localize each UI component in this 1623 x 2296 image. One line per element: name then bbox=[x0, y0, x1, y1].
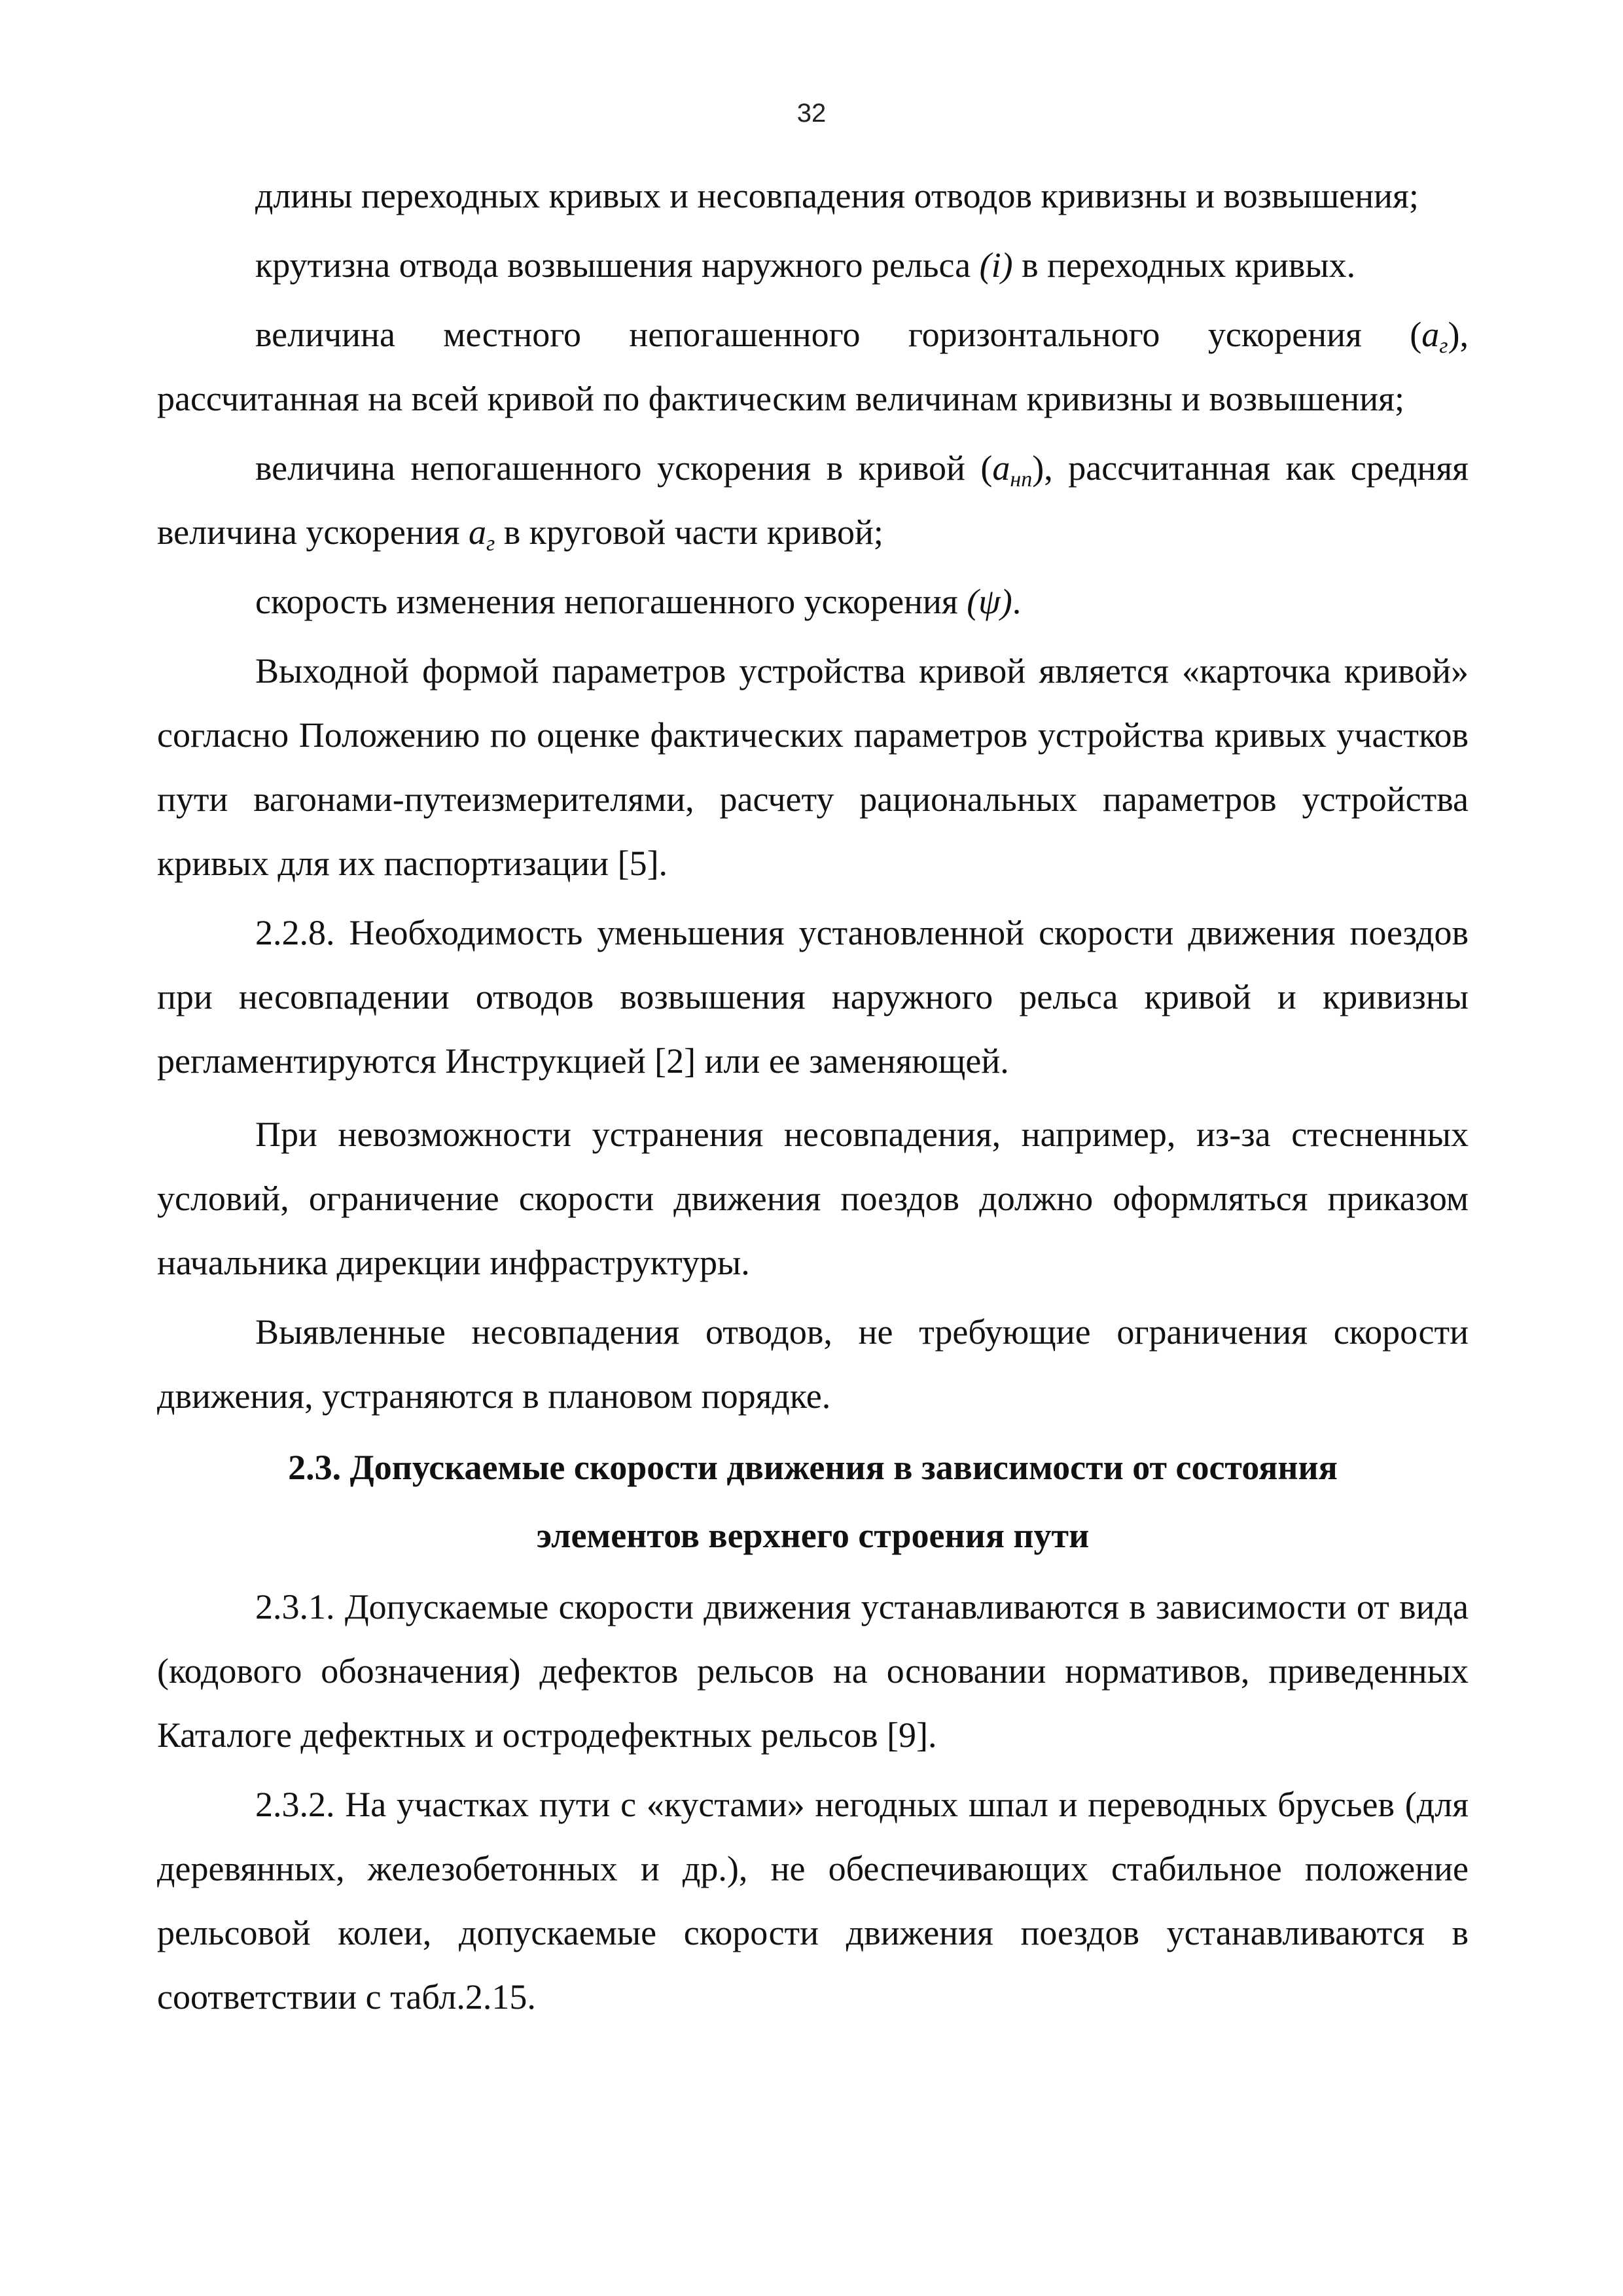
formula-subscript: нп bbox=[1010, 467, 1033, 492]
paragraph-2-2-8: 2.2.8. Необходимость уменьшения установленной скорости движения поездов при несовпадении отводов возвышения наружного рельса кривой и кривизны регламентируются Инструкцией [2] или ее заменяющей. bbox=[157, 913, 1469, 1081]
paragraph-unbalanced-acceleration bbox=[157, 436, 1469, 564]
paragraph-text: . bbox=[1012, 582, 1022, 621]
paragraph-text: крутизна отвода возвышения наружного рельса bbox=[255, 245, 980, 285]
formula-subscript: г bbox=[486, 531, 495, 556]
paragraph-curve-card: Выходной формой параметров устройства кривой является «карточка кривой» согласно Положению по оценке фактических параметров устройства кривых участков пути вагонами-путеизмерителями, расчету рациональных параметров устройства кривых для их паспортизации [5]. bbox=[157, 651, 1469, 883]
paragraph-text: в круговой части кривой; bbox=[495, 512, 883, 552]
paragraph-rail-slope bbox=[157, 233, 1469, 297]
paragraph-text: величина непогашенного ускорения в кривой ( bbox=[255, 448, 993, 488]
formula-symbol-i: (i) bbox=[979, 245, 1013, 285]
page-number: 32 bbox=[796, 99, 827, 128]
paragraph-acceleration-rate bbox=[157, 569, 1469, 634]
section-heading-line-1: 2.3. Допускаемые скорости движения в зависимости от состояния bbox=[288, 1448, 1338, 1487]
paragraph-local-acceleration bbox=[157, 302, 1469, 431]
paragraph-text: величина местного непогашенного горизонтального ускорения ( bbox=[255, 315, 1422, 354]
paragraph-text: ), рассчитанная на всей кривой по фактическим величинам кривизны и возвышения; bbox=[157, 315, 1469, 418]
paragraph-text: ), рассчитанная как средняя величина ускорения bbox=[157, 448, 1469, 552]
paragraph-2-3-2: 2.3.2. На участках пути с «кустами» негодных шпал и переводных брусьев (для деревянных, железобетонных и др.), не обеспечивающих стабильное положение рельсовой колеи, допускаемые скорости движения поездов устанавливаются в соответствии с табл.2.15. bbox=[157, 1785, 1469, 2017]
formula-subscript: г bbox=[1439, 334, 1448, 358]
page-body bbox=[157, 164, 1469, 2029]
formula-symbol-a: a bbox=[992, 448, 1010, 488]
paragraph-text: в переходных кривых. bbox=[1012, 245, 1356, 285]
section-heading-line-2: элементов верхнего строения пути bbox=[536, 1516, 1090, 1555]
formula-symbol-a: a bbox=[1421, 315, 1440, 354]
paragraph-speed-restriction: При невозможности устранения несовпадения, например, из-за стесненных условий, ограничение скорости движения поездов должно оформляться приказом начальника дирекции инфраструктуры. bbox=[157, 1115, 1469, 1282]
paragraph-planned-repair: Выявленные несовпадения отводов, не требующие ограничения скорости движения, устраняются в плановом порядке. bbox=[157, 1312, 1469, 1416]
paragraph-2-3-1: 2.3.1. Допускаемые скорости движения устанавливаются в зависимости от вида (кодового обозначения) дефектов рельсов на основании нормативов, приведенных Каталоге дефектных и остродефектных рельсов [9]. bbox=[157, 1587, 1469, 1755]
paragraph-text: скорость изменения непогашенного ускорения bbox=[255, 582, 967, 621]
formula-symbol-a: a bbox=[468, 512, 486, 552]
formula-symbol-psi: (ψ) bbox=[967, 582, 1012, 621]
paragraph-transition-curves: длины переходных кривых и несовпадения отводов кривизны и возвышения; bbox=[255, 176, 1419, 215]
